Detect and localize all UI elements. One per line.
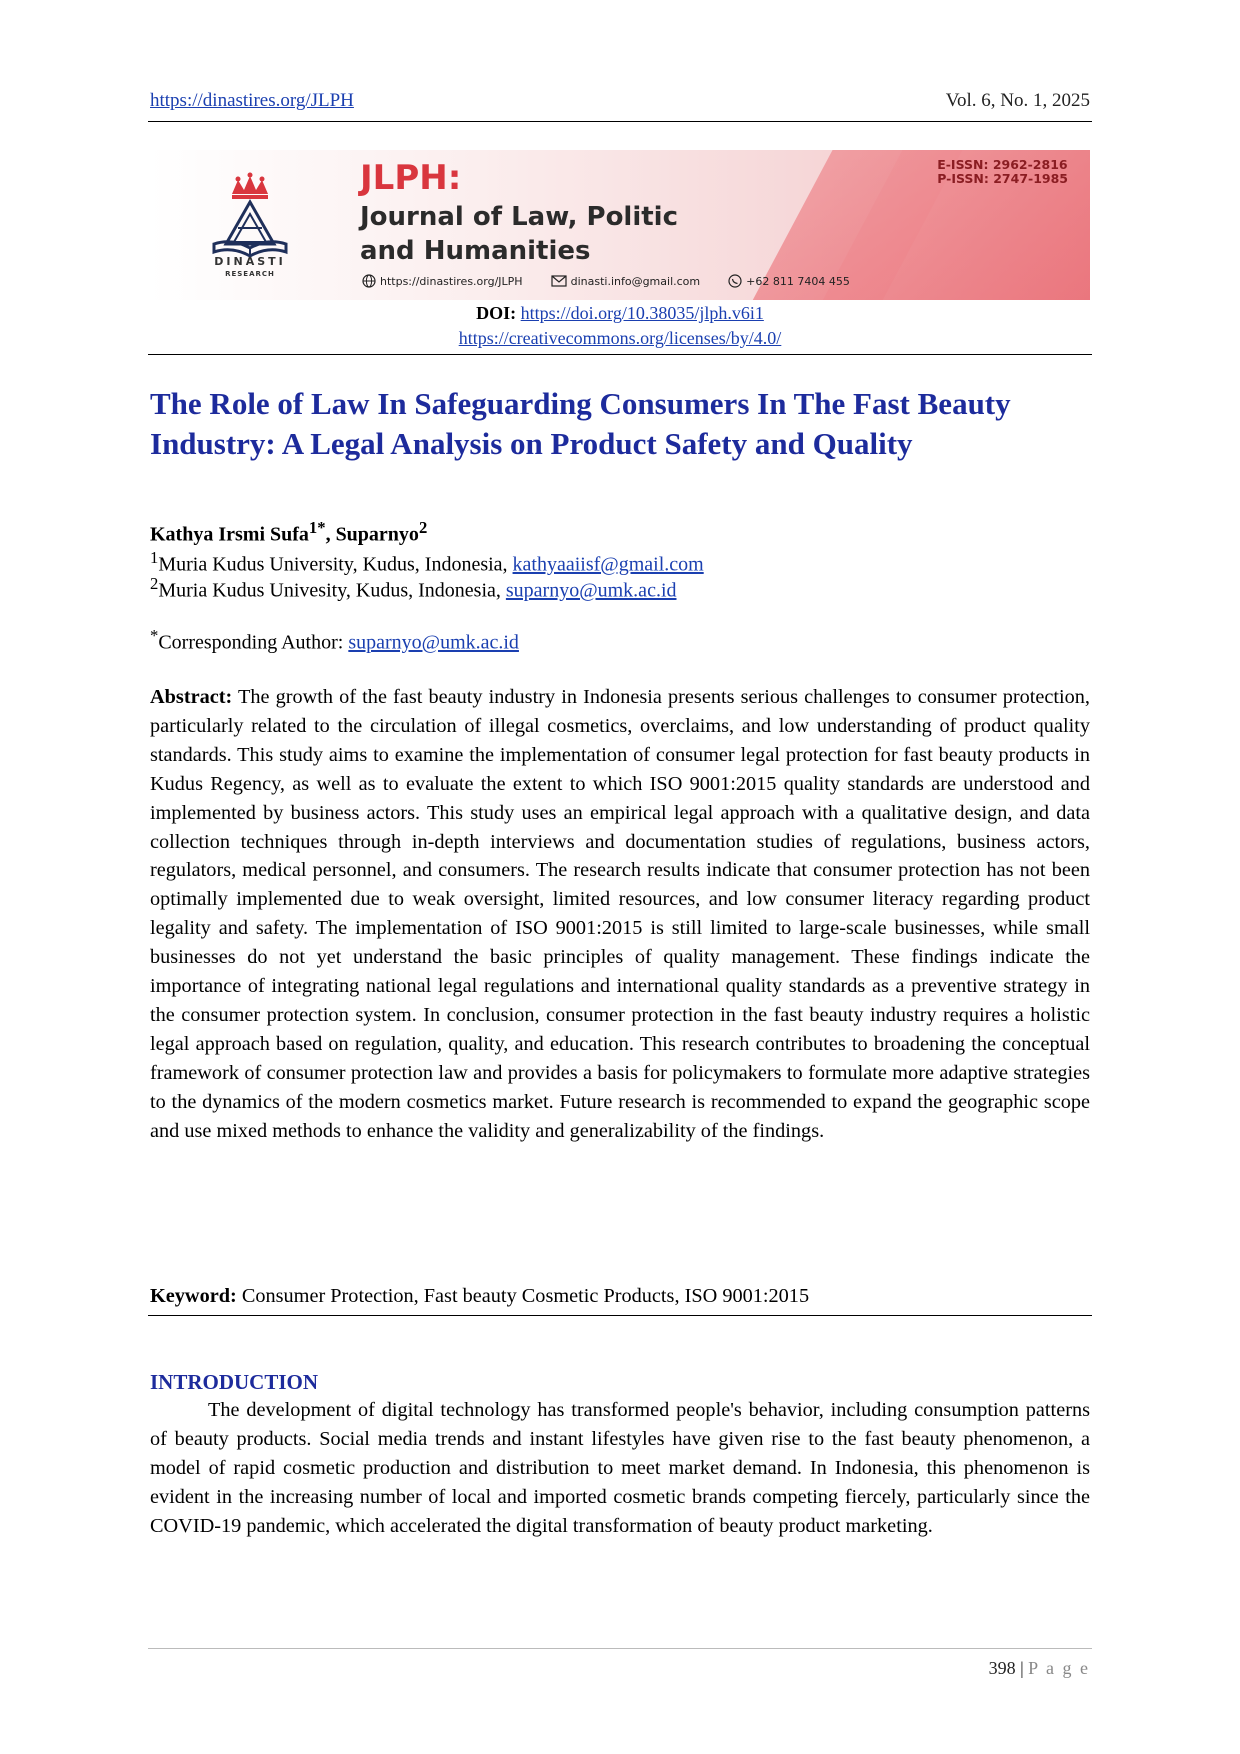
banner-website-text: https://dinastires.org/JLPH xyxy=(380,274,523,288)
keyword-text: Consumer Protection, Fast beauty Cosmetic Products, ISO 9001:2015 xyxy=(236,1285,810,1307)
corresponding-author xyxy=(150,626,519,655)
eissn: E-ISSN: 2962-2816 xyxy=(937,157,1068,172)
affiliation-sup: 2 xyxy=(150,574,159,593)
author-2-email-link[interactable]: suparnyo@umk.ac.id xyxy=(505,579,677,602)
affiliation-text: Muria Kudus University, Kudus, Indonesia, xyxy=(158,553,513,576)
license-link[interactable]: https://creativecommons.org/licenses/by/4.0/ xyxy=(458,328,782,348)
author-2-sup: 2 xyxy=(418,518,428,537)
doi-line xyxy=(0,303,1240,324)
author-1: Kathya Irsmi Sufa xyxy=(150,523,309,546)
pissn: P-ISSN: 2747-1985 xyxy=(937,171,1068,186)
journal-banner xyxy=(150,150,1090,300)
whatsapp-icon xyxy=(728,274,742,288)
globe-icon xyxy=(362,274,376,288)
header-rule xyxy=(148,121,1092,122)
footer-rule xyxy=(148,1648,1092,1649)
banner-phone-text: +62 811 7404 455 xyxy=(746,274,850,288)
doi-label: DOI: xyxy=(476,303,517,323)
journal-full-name: Journal of Law, Politic and Humanities xyxy=(360,202,679,266)
keyword-rule xyxy=(148,1315,1092,1316)
doi-rule xyxy=(148,354,1092,355)
author-separator: , xyxy=(325,523,336,546)
logo-subtitle: RESEARCH xyxy=(225,270,275,278)
paper-title: The Role of Law In Safeguarding Consumers In The Fast Beauty Industry: A Legal Analysis on Product Safety and Quality xyxy=(150,386,1011,461)
keyword-label: Keyword: xyxy=(150,1285,237,1307)
journal-url-link[interactable]: https://dinastires.org/JLPH xyxy=(150,90,354,111)
section-heading-introduction: INTRODUCTION xyxy=(150,1370,319,1394)
abstract-label: Abstract: xyxy=(150,686,233,708)
corresponding-sup: * xyxy=(150,626,159,645)
page-separator: | xyxy=(1015,1658,1029,1678)
license-line xyxy=(0,328,1240,349)
affiliation-text: Muria Kudus Univesity, Kudus, Indonesia, xyxy=(158,579,506,602)
author-line xyxy=(150,518,427,547)
abstract xyxy=(150,683,1090,1146)
keywords xyxy=(150,1285,809,1308)
affiliation-1 xyxy=(150,548,704,577)
contact-website xyxy=(362,274,523,288)
banner-email-text: dinasti.info@gmail.com xyxy=(570,274,701,288)
author-1-sup: 1* xyxy=(308,518,326,537)
corresponding-label: Corresponding Author: xyxy=(158,631,349,654)
contact-email xyxy=(551,275,701,288)
author-1-email-link[interactable]: kathyaaiisf@gmail.com xyxy=(512,553,704,576)
corresponding-email-link[interactable]: suparnyo@umk.ac.id xyxy=(348,631,519,654)
author-2: Suparnyo xyxy=(335,523,419,546)
doi-link[interactable]: https://doi.org/10.38035/jlph.v6i1 xyxy=(520,303,764,323)
journal-abbreviation: JLPH: xyxy=(360,158,462,198)
page-footer xyxy=(989,1658,1090,1679)
contact-phone xyxy=(728,274,850,288)
banner-contacts xyxy=(362,274,872,288)
affiliation-sup: 1 xyxy=(150,548,159,567)
logo-name: DINASTI xyxy=(214,255,286,268)
issn-block xyxy=(937,158,1068,186)
affiliation-2 xyxy=(150,574,677,603)
introduction-paragraph: The development of digital technology has transformed people's behavior, including consumption patterns of beauty products. Social media trends and instant lifestyles have given rise to the fast beauty phenomenon, a model of rapid cosmetic production and distribution to meet market demand. In Indonesia, this phenomenon is evident in the increasing number of local and imported cosmetic brands competing fiercely, particularly since the COVID-19 pandemic, which accelerated the digital transformation of beauty product marketing. xyxy=(150,1399,1090,1537)
abstract-text: The growth of the fast beauty industry in Indonesia presents serious challenges to consumer protection, particularly related to the circulation of illegal cosmetics, overclaims, and low understanding of product quality standards. This study aims to examine the implementation of consumer legal protection for fast beauty products in Kudus Regency, as well as to evaluate the extent to which ISO 9001:2015 quality standards are understood and implemented by business actors. This study uses an empirical legal approach with a qualitative design, and data collection techniques through in-depth interviews and documentation studies of regulations, business actors, regulators, medical personnel, and consumers. The research results indicate that consumer protection has not been optimally implemented due to weak oversight, limited resources, and low consumer literacy regarding product legality and safety. The implementation of ISO 9001:2015 is still limited to large-scale businesses, while small businesses do not yet understand the basic principles of quality management. These findings indicate the importance of integrating national legal regulations and international quality standards as a preventive strategy in the consumer protection system. In conclusion, consumer protection in the fast beauty industry requires a holistic legal approach based on regulation, quality, and education. This research contributes to broadening the conceptual framework of consumer protection law and provides a basis for policymakers to formulate more adaptive strategies to the dynamics of the modern cosmetics market. Future research is recommended to expand the geographic scope and use mixed methods to enhance the validity and generalizability of the findings. xyxy=(150,686,1090,1142)
volume-info: Vol. 6, No. 1, 2025 xyxy=(945,90,1090,111)
page-label: P a g e xyxy=(1028,1658,1090,1678)
mail-icon xyxy=(551,275,567,287)
page-number: 398 xyxy=(988,1658,1016,1678)
